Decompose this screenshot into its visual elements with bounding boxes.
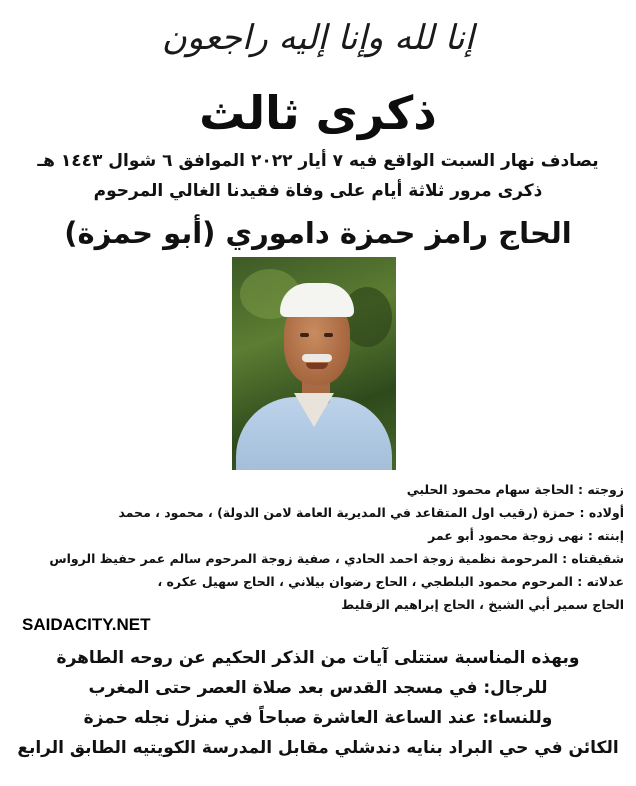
detail-in-laws: عدلاته : المرحوم محمود البلطجي ، الحاج رضوان بيلاني ، الحاج سهيل عكره ، (157, 574, 624, 589)
page-title: ذكرى ثالث (199, 86, 437, 140)
site-watermark: SAIDACITY.NET (22, 615, 151, 634)
quran-verse: إنا لله وإنا إليه راجعون (161, 18, 475, 58)
deceased-name: الحاج رامز حمزة داموري (أبو حمزة) (64, 216, 572, 250)
closing-women: وللنساء: عند الساعة العاشرة صباحاً في منزل نجله حمزة (83, 708, 553, 728)
intro-line: ذكرى مرور ثلاثة أيام على وفاة فقيدنا الغالي المرحوم (93, 181, 543, 201)
portrait-photo (232, 257, 396, 470)
detail-daughter: إبنته : نهى زوجة محمود أبو عمر (428, 528, 624, 543)
closing-notes (0, 643, 636, 763)
closing-occasion: وبهذه المناسبة ستتلى آيات من الذكر الحكيم عن روحه الطاهرة (56, 648, 580, 668)
detail-sons: أولاده : حمزة (رقيب اول المتقاعد في المديرية العامة لامن الدولة) ، محمود ، محمد (118, 505, 624, 520)
closing-address: الكائن في حي البراد بنايه دندشلي مقابل المدرسة الكويتيه الطابق الرابع (17, 738, 619, 758)
family-details (12, 478, 624, 616)
detail-in-laws-cont: الحاج سمير أبي الشيخ ، الحاج إبراهيم الزقليط (341, 597, 624, 612)
detail-wife: زوجته : الحاجة سهام محمود الحلبي (406, 482, 624, 497)
date-line: يصادف نهار السبت الواقع فيه ٧ أيار ٢٠٢٢ الموافق ٦ شوال ١٤٤٣ هـ (37, 151, 599, 171)
closing-men: للرجال: في مسجد القدس بعد صلاة العصر حتى المغرب (88, 678, 548, 698)
detail-sisters: شقيقتاه : المرحومة نظمية زوجة احمد الحادي ، صفية زوجة المرحوم سالم عمر حفيظ الرواس (49, 551, 624, 566)
